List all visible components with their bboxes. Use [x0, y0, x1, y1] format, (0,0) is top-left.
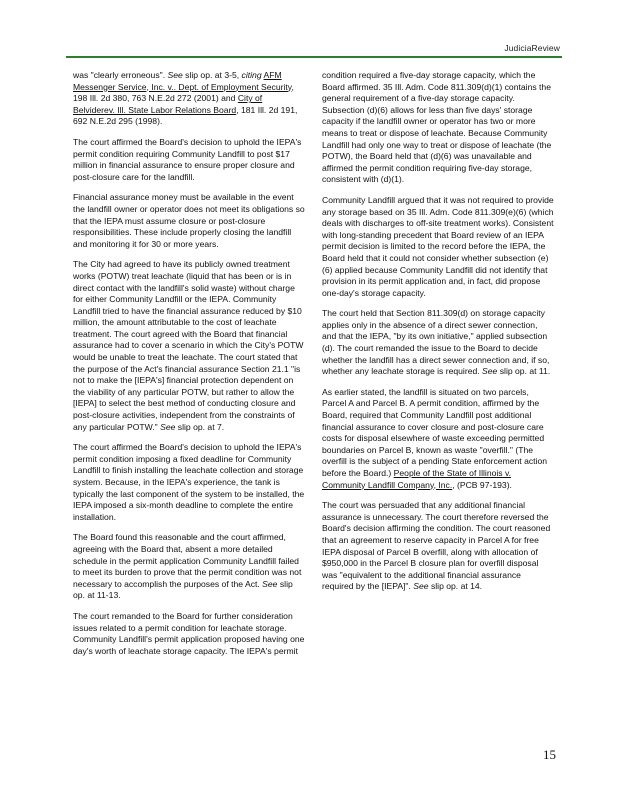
- paragraph: [322, 500, 554, 593]
- case-citation: City of Belviderev. Ill. State Labor Relations Board: [73, 93, 263, 115]
- paragraph: [322, 308, 554, 378]
- paragraph-text: As earlier stated, the landfill is situated on two parcels, Parcel A and Parcel B. A permit condition, affirmed by the Board, required that Community Landfill post additional financial assurance to cover closure and post-closure care costs for disposal elsewhere of waste exceeding permitted boundaries on Parcel B, known as waste "overfill." (The overfill is the subject of a pending State enforcement action before the Board.): [322, 386, 548, 478]
- paragraph-text: was "clearly erroneous".: [73, 70, 168, 80]
- paragraph-text: Community Landfill argued that it was not required to provide any storage based on 35 Ill. Adm. Code 811.309(e)(6) (which deals with discharges to off-site treatment works). Consistent with long-standing precedent that Board review of an IEPA permit decision is limited to the record before the IEPA, the Board held that it could not consider whether subsection (e)(6) applied because Community Landfill did not identify that provision in its permit application and, in fact, did propose one-day's storage capacity.: [322, 194, 554, 298]
- paragraph-text: The court held that Section 811.309(d) on storage capacity applies only in the absence of a direct sewer connection, and that the IEPA, "by its own initiative," applied subsection (d). The court remanded the issue to the Board to decide whether the landfill has a direct sewer connection and, if so, whether any leachate storage is required.: [322, 308, 550, 377]
- paragraph-text: Financial assurance money must be available in the event the landfill owner or operator does not meet its obligations so that the IEPA must assume closure or post-closure responsibilities. These include properly closing the landfill and monitoring it for 30 or more years.: [73, 192, 305, 249]
- paragraph-text: The court affirmed the Board's decision to uphold the IEPA's permit condition imposing a fixed deadline for Community Landfill to finish installing the leachate collection and storage system. Because, in the IEPA's experience, the tank is typically the last component of the system to be installed, the IEPA imposed a six-month deadline to complete the entire installation.: [73, 442, 305, 522]
- paragraph-text: The court affirmed the Board's decision to uphold the IEPA's permit condition requiring Community Landfill to post $17 million in financial assurance to ensure proper closure and post-closure care for the landfill.: [73, 136, 302, 182]
- paragraph: [73, 70, 305, 128]
- emphasis-text: See: [482, 366, 498, 377]
- paragraph-text: , 181 Ill. 2d 191, 692 N.E.2d 295 (1998).: [73, 104, 298, 127]
- paragraph: [322, 387, 554, 491]
- paragraph: [73, 611, 305, 657]
- paragraph: [73, 259, 305, 433]
- emphasis-text: citing: [241, 70, 262, 80]
- paragraph-text: The court was persuaded that any additional financial assurance is unnecessary. The court therefore reversed the Board's decision affirming the condition. The court reasoned that an agreement to reserve capacity in Parcel A for free IEPA disposal of Parcel B overfill, along with allocation of $950,000 in the Parcel B closure plan for overfill disposal was "equivalent to the additional financial assurance required by the [IEPA]".: [322, 500, 551, 592]
- paragraph-text: slip op. at 11.: [497, 366, 551, 377]
- paragraph-text: The City had agreed to have its publicly owned treatment works (POTW) treat leachate (liquid that has been or is in direct contact with the landfill's solid waste) without charge for either Community Landfill or the IEPA. Community Landfill tried to have the financial assurance reduced by $10 million, the amount attributable to the cost of leachate treatment. The court agreed with the Board that financial assurance had to cover a scenario in which the City's POTW would be unable to treat the leachate. The court stated that the purpose of the Act's financial assurance Section 21.1 "is not to make the [IEPA's] financial protection dependent on the viability of any particular POTW, but rather to allow the [IEPA] to select the best method of conducting closure and post-closure activities, independent from the constraints of any particular POTW.": [73, 259, 304, 432]
- emphasis-text: See: [262, 578, 278, 589]
- paragraph: [73, 532, 305, 602]
- page-number: 15: [543, 747, 556, 762]
- emphasis-text: See: [167, 70, 183, 80]
- running-header-title: JudiciaReview: [504, 43, 560, 53]
- paragraph: [322, 70, 554, 186]
- paragraph-text: slip op. at 14.: [428, 581, 483, 592]
- paragraph-text: , 198 Ill. 2d 380, 763 N.E.2d 272 (2001) and: [73, 81, 294, 104]
- paragraph-text: slip op. at 7.: [175, 421, 225, 432]
- paragraph-text: , (PCB 97-193).: [452, 479, 512, 490]
- paragraph-text: The Board found this reasonable and the court affirmed, agreeing with the Board that, absent a more detailed schedule in the permit application Community Landfill failed to meet its burden to prove that the permit condition was not necessary to accomplish the purposes of the Act.: [73, 532, 302, 589]
- paragraph: [73, 192, 305, 250]
- case-citation: People of the State of Illinois v. Community Landfill Company, Inc.: [322, 468, 512, 490]
- emphasis-text: See: [413, 581, 429, 592]
- paragraph-text: slip op. at 11-13.: [73, 578, 293, 601]
- right-column: [322, 70, 554, 602]
- paragraph: [73, 442, 305, 523]
- header-rule: [66, 56, 562, 58]
- paragraph: [322, 195, 554, 299]
- paragraph-text: condition required a five-day storage capacity, which the Board affirmed. 35 Ill. Adm. Code 811.309(d)(1) contains the general requirement of a five-day storage capacity. Subsection (d)(6) allows for less than five days' storage capacity if the landfill owner or operator has two or more means to treat or dispose of leachate. Because Community Landfill had only one way to treat or dispose of leachate (the POTW), the Board held that (d)(6) was unavailable and affirmed the permit condition requiring five-day storage, consistent with (d)(1).: [322, 70, 552, 185]
- paragraph: [73, 137, 305, 183]
- case-citation: AFM Messenger Service, Inc. v.. Dept. of Employment Security: [73, 70, 292, 92]
- left-column: [73, 70, 305, 666]
- emphasis-text: See: [160, 421, 176, 432]
- paragraph-text: slip op. at 3-5,: [182, 70, 242, 80]
- paragraph-text: The court remanded to the Board for further consideration issues related to a permit condition for leachate storage. Community Landfill's permit application proposed having one day's worth of leachate storage capacity. The IEPA's permit: [73, 610, 305, 656]
